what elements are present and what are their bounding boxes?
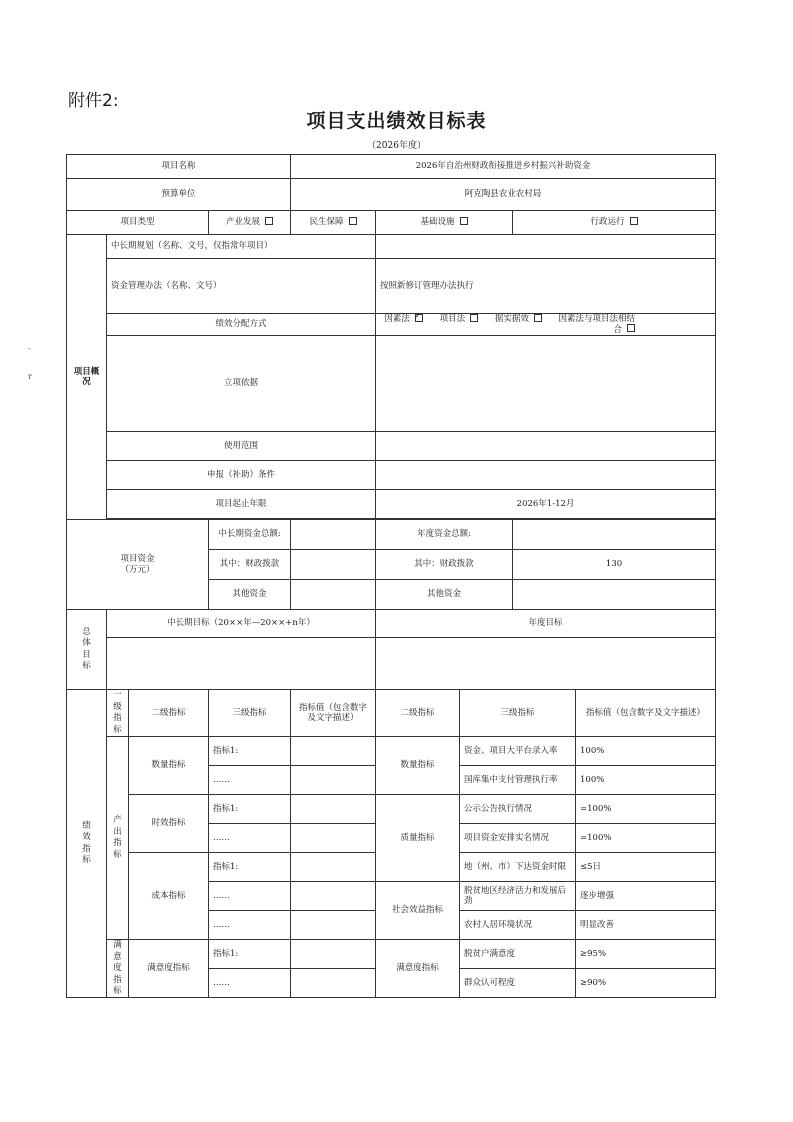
plan-value xyxy=(376,235,716,259)
alloc-option-combined[interactable]: 因素法与项目法相结合 xyxy=(558,314,636,335)
other-funds-value xyxy=(291,580,376,610)
right-value: 100% xyxy=(576,766,716,795)
left-item: …… xyxy=(209,766,291,795)
header-level2: 二级指标 xyxy=(129,690,209,737)
alloc-option-project[interactable]: 项目法 xyxy=(440,314,479,324)
fiscal-annual-label: 其中：财政拨款 xyxy=(376,550,513,580)
right-indicator: 农村人居环境状况 xyxy=(460,911,576,940)
other-funds-label: 其他资金 xyxy=(209,580,291,610)
left-timeliness-label: 时效指标 xyxy=(129,795,209,853)
alloc-option-factor[interactable]: 因素法✓ xyxy=(384,314,423,324)
left-quantity-label: 数量指标 xyxy=(129,737,209,795)
header-level3: 三级指标 xyxy=(209,690,291,737)
fiscal-annual-value: 130 xyxy=(513,550,716,580)
right-social-label: 社会效益指标 xyxy=(376,882,460,940)
checkbox-icon[interactable] xyxy=(349,217,357,225)
right-quantity-label: 数量指标 xyxy=(376,737,460,795)
checkbox-icon[interactable] xyxy=(630,217,638,225)
left-item: 指标1: xyxy=(209,853,291,882)
mid-total-value xyxy=(291,520,376,550)
project-type-label: 项目类型 xyxy=(67,211,209,235)
fiscal-year: （2026年度） xyxy=(367,141,426,151)
right-indicator: 公示公告执行情况 xyxy=(460,795,576,824)
left-item: …… xyxy=(209,824,291,853)
right-indicator: 脱贫户满意度 xyxy=(460,940,576,969)
page-title: 项目支出绩效目标表 xyxy=(306,110,487,132)
allocation-label: 绩效分配方式 xyxy=(107,314,376,336)
right-value: =100% xyxy=(576,824,716,853)
left-item: …… xyxy=(209,882,291,911)
right-value: =100% xyxy=(576,795,716,824)
budget-unit-value: 阿克陶县农业农村局 xyxy=(291,179,716,211)
type-option-industry[interactable]: 产业发展 xyxy=(209,211,291,235)
scope-label: 使用范围 xyxy=(107,432,376,461)
right-indicator: 项目资金安排实名情况 xyxy=(460,824,576,853)
header-value-right: 指标值（包含数字及文字描述） xyxy=(576,690,716,737)
budget-unit-label: 预算单位 xyxy=(67,179,291,211)
left-cost-label: 成本指标 xyxy=(129,853,209,940)
checkbox-icon[interactable] xyxy=(265,217,273,225)
left-item: …… xyxy=(209,969,291,998)
left-value xyxy=(291,853,376,882)
fiscal-value xyxy=(291,550,376,580)
other-annual-label: 其他资金 xyxy=(376,580,513,610)
right-quality-label: 质量指标 xyxy=(376,795,460,882)
alloc-option-actual[interactable]: 据实据效 xyxy=(495,314,542,324)
header-value: 指标值（包含数字及文字描述） xyxy=(291,690,376,737)
left-value xyxy=(291,911,376,940)
funds-section-label: 项目资金 （万元） xyxy=(67,520,209,610)
right-indicator: 资金、项目大平台录入率 xyxy=(460,737,576,766)
plan-label: 中长期规划（名称、文号，仅指常年项目） xyxy=(107,235,376,259)
condition-value xyxy=(376,461,716,490)
basis-label: 立项依据 xyxy=(107,336,376,432)
header-level3-right: 三级指标 xyxy=(460,690,576,737)
margin-mark: r xyxy=(28,372,32,381)
header-level1: 一级指标 xyxy=(107,690,129,737)
left-item: 指标1: xyxy=(209,940,291,969)
left-value xyxy=(291,795,376,824)
other-annual-value xyxy=(513,580,716,610)
goals-section-label: 总体目标 xyxy=(67,610,107,690)
right-indicator: 群众认可程度 xyxy=(460,969,576,998)
left-value xyxy=(291,940,376,969)
right-indicator: 地（州、市）下达资金时限 xyxy=(460,853,576,882)
annual-total-label: 年度资金总额: xyxy=(376,520,513,550)
left-satisfaction-label: 满意度指标 xyxy=(129,940,209,998)
indicators-section-label: 绩效指标 xyxy=(67,690,107,998)
header-level2-right: 二级指标 xyxy=(376,690,460,737)
left-value xyxy=(291,766,376,795)
right-value: 100% xyxy=(576,737,716,766)
annual-goal-label: 年度目标 xyxy=(376,610,716,638)
left-value xyxy=(291,737,376,766)
allocation-options xyxy=(376,314,716,336)
right-satisfaction-label: 满意度指标 xyxy=(376,940,460,998)
left-item: 指标1: xyxy=(209,737,291,766)
annual-total-value xyxy=(513,520,716,550)
right-value: ≤5日 xyxy=(576,853,716,882)
left-value xyxy=(291,969,376,998)
left-item: …… xyxy=(209,911,291,940)
checkbox-icon[interactable] xyxy=(627,324,635,332)
type-option-admin[interactable]: 行政运行 xyxy=(513,211,716,235)
attachment-label: 附件2: xyxy=(68,91,119,111)
project-name-label: 项目名称 xyxy=(67,155,291,179)
right-value: ≥90% xyxy=(576,969,716,998)
margin-mark: - xyxy=(28,344,31,353)
mid-goal-value xyxy=(107,638,376,690)
type-option-livelihood[interactable]: 民生保障 xyxy=(291,211,376,235)
performance-target-table xyxy=(66,154,716,998)
checkbox-checked-icon[interactable] xyxy=(415,314,423,322)
condition-label: 申报（补助）条件 xyxy=(107,461,376,490)
mid-total-label: 中长期资金总额: xyxy=(209,520,291,550)
right-value: 明显改善 xyxy=(576,911,716,940)
left-value xyxy=(291,824,376,853)
project-name-value: 2026年自治州财政衔接推进乡村振兴补助资金 xyxy=(291,155,716,179)
output-indicator-label: 产出指标 xyxy=(107,737,129,940)
checkbox-icon[interactable] xyxy=(534,314,542,322)
fund-mgmt-value: 按照新修订管理办法执行 xyxy=(376,259,716,314)
overview-section-label: 项目概况 xyxy=(67,235,107,520)
right-indicator: 脱贫地区经济活力和发展后劲 xyxy=(460,882,576,911)
satisfaction-indicator-label: 满意度指标 xyxy=(107,940,129,998)
right-value: ≥95% xyxy=(576,940,716,969)
right-value: 逐步增强 xyxy=(576,882,716,911)
fund-mgmt-label: 资金管理办法（名称、文号） xyxy=(107,259,376,314)
annual-goal-value xyxy=(376,638,716,690)
mid-goal-label: 中长期目标（20××年—20××+n年） xyxy=(107,610,376,638)
checkbox-icon[interactable] xyxy=(460,217,468,225)
left-item: 指标1: xyxy=(209,795,291,824)
checkbox-icon[interactable] xyxy=(470,314,478,322)
period-label: 项目起止年限 xyxy=(107,490,376,519)
type-option-infrastructure[interactable]: 基础设施 xyxy=(376,211,513,235)
scope-value xyxy=(376,432,716,461)
left-value xyxy=(291,882,376,911)
fiscal-label: 其中：财政拨款 xyxy=(209,550,291,580)
period-value: 2026年1-12月 xyxy=(376,490,716,519)
basis-value xyxy=(376,336,716,432)
right-indicator: 国库集中支付管理执行率 xyxy=(460,766,576,795)
